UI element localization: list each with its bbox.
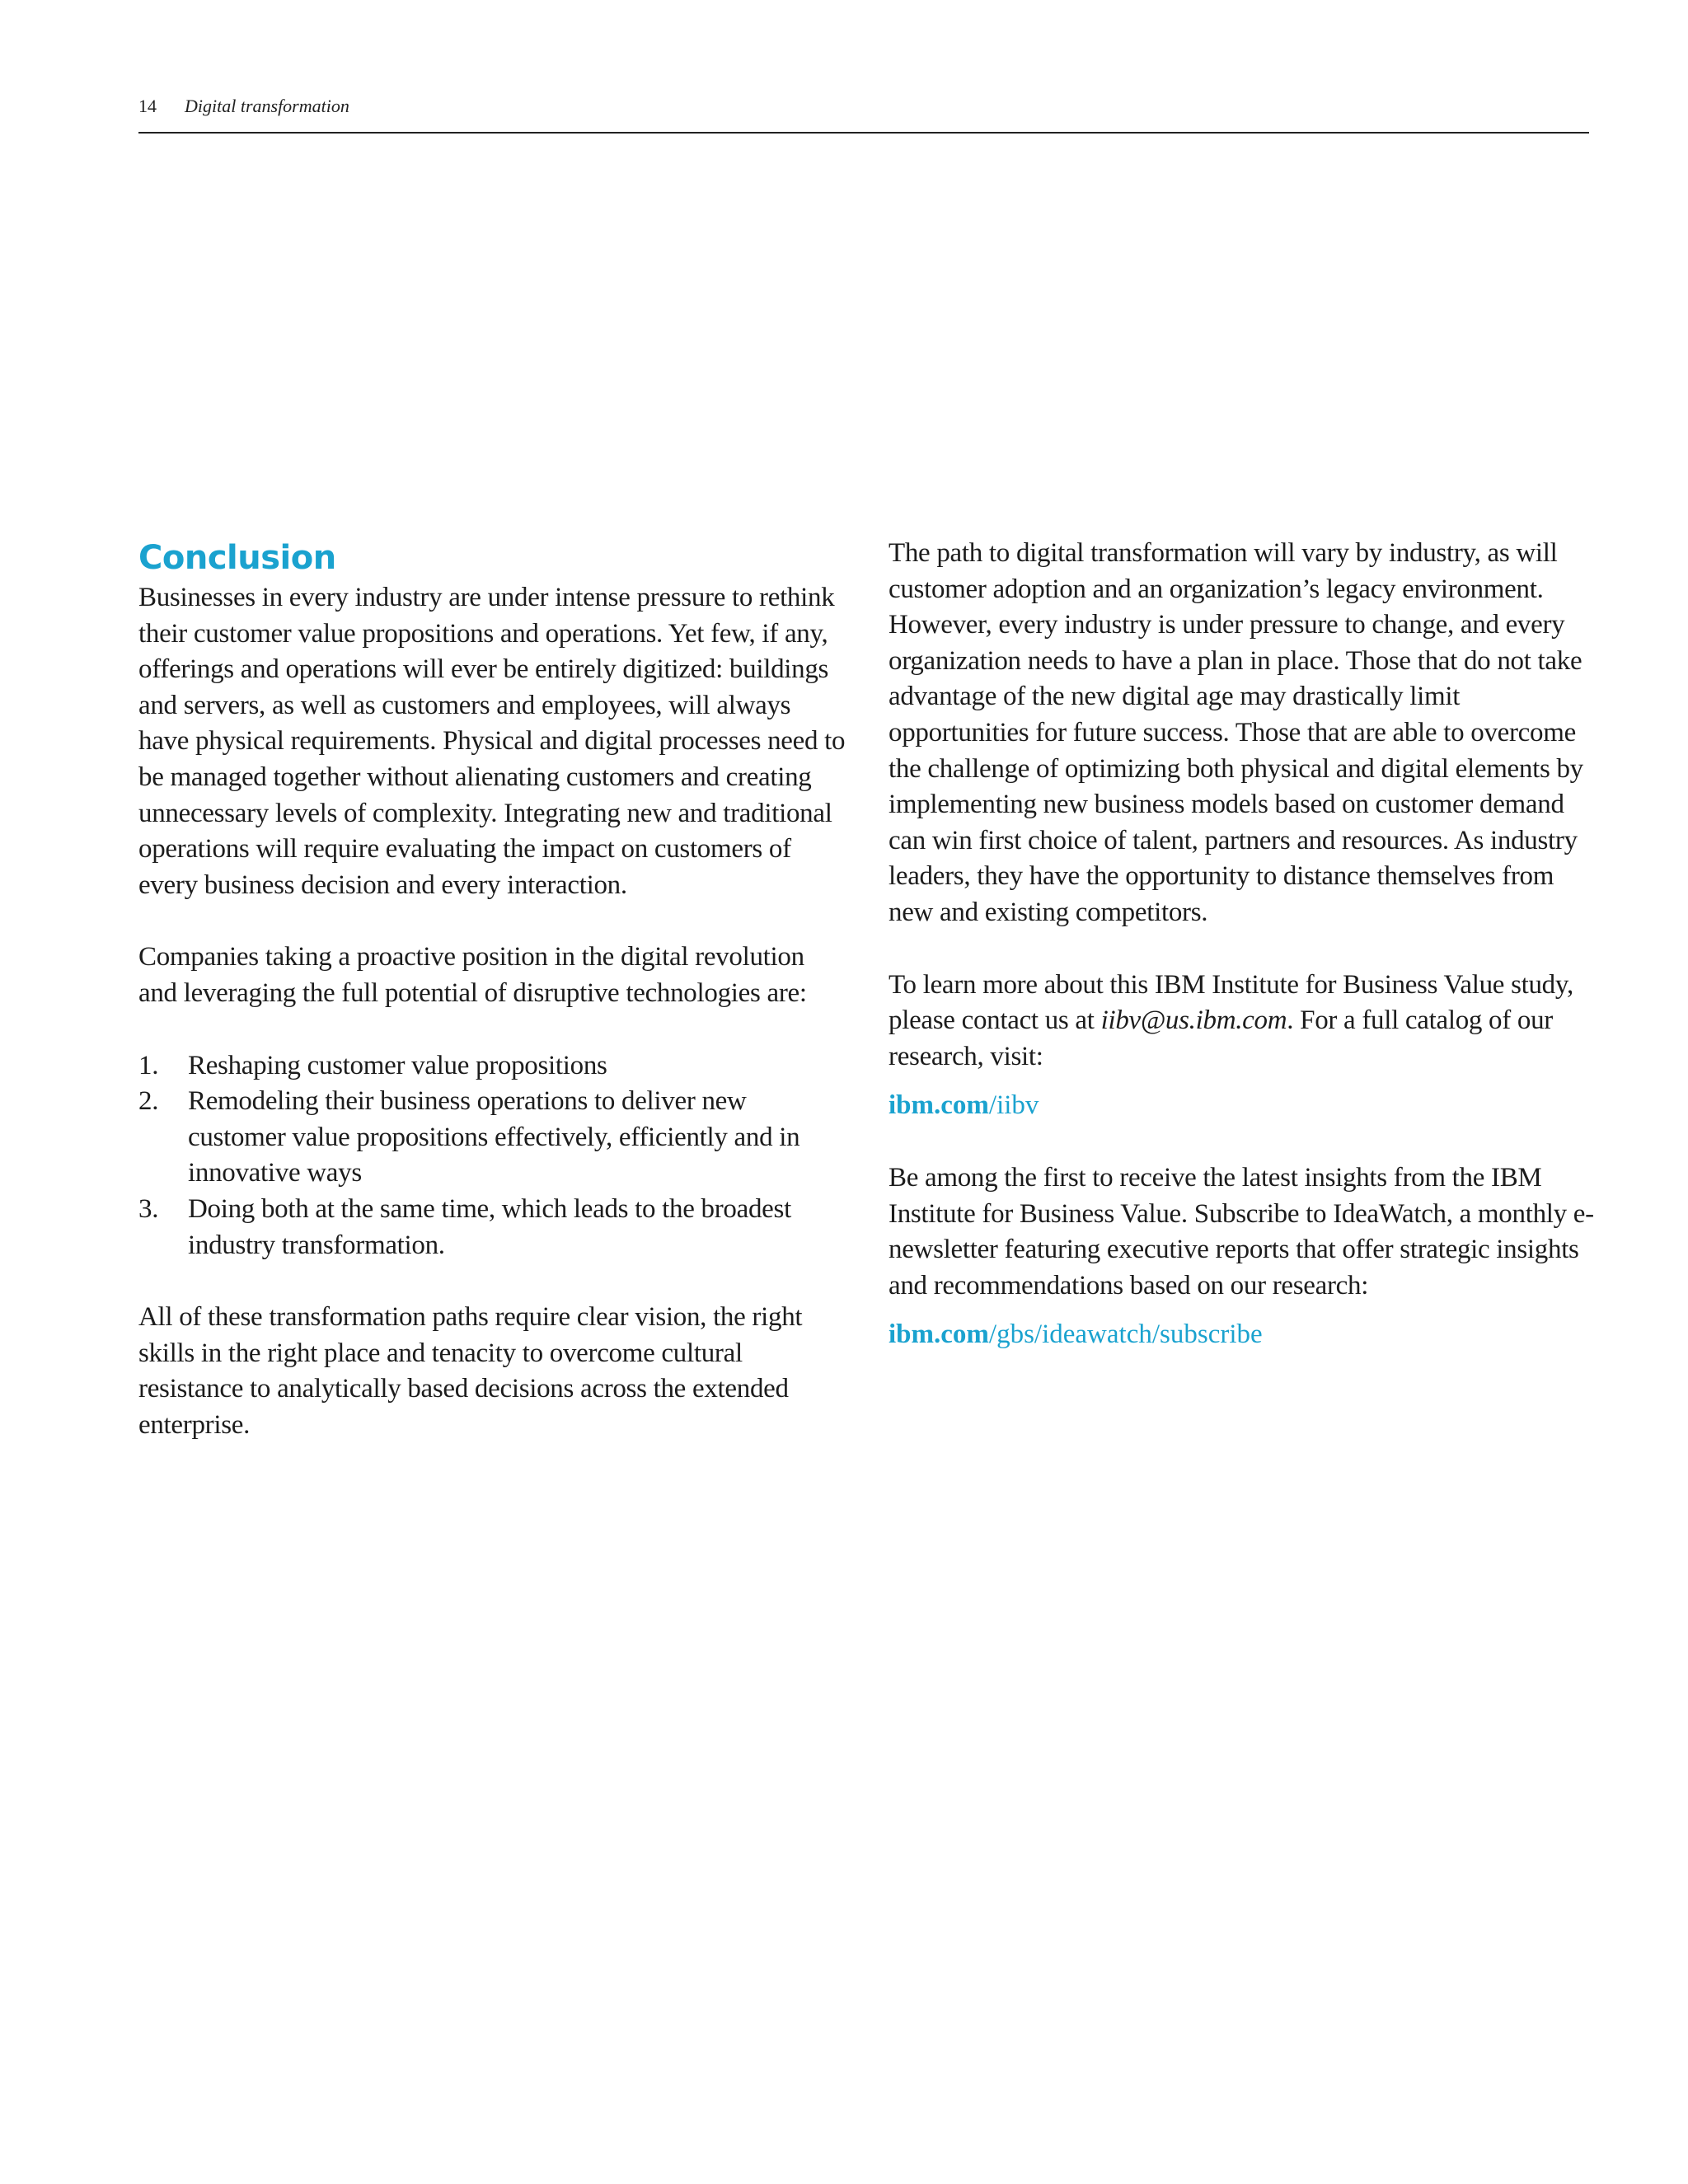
intro-paragraph: Businesses in every industry are under intense pressure to rethink their customer value propositions and operations. Yet few, if any, offerings and operations will ever be entirely digitized: buildings and servers, as well as customers and employees, will always have physical requirements. Physical and digital processes need to be managed together without alienating customers and creating unnecessary levels of complexity. Integrating new and traditional operations will require evaluating the impact on customers of every business decision and every interaction. xyxy=(138,583,846,900)
companies-paragraph: Companies taking a proactive position in the digital revolution and leveraging the full potential of disruptive technologies are: xyxy=(138,942,807,1008)
ideawatch-link[interactable] xyxy=(889,1317,1597,1353)
list-item xyxy=(138,1192,847,1263)
left-column xyxy=(138,536,847,1479)
contact-text-end: . For a full catalog of our research, visit: xyxy=(889,1005,1553,1071)
list-number: 1. xyxy=(138,1050,159,1080)
running-header xyxy=(138,92,1589,134)
list-number: 3. xyxy=(138,1193,159,1224)
contact-email[interactable]: iibv@us.ibm.com xyxy=(1100,1005,1287,1036)
paths-paragraph: All of these transformation paths require clear vision, the right skills in the right place and tenacity to overcome cultural resistance to analytically based decisions across the extended enterprise. xyxy=(138,1302,803,1440)
list-number: 2. xyxy=(138,1086,159,1117)
section-title: Digital transformation xyxy=(185,96,349,116)
list-text: Doing both at the same time, which leads to the broadest industry transformation. xyxy=(188,1193,791,1260)
contact-paragraph xyxy=(889,968,1597,1076)
iibv-link[interactable] xyxy=(889,1088,1597,1124)
link-domain[interactable]: ibm.com xyxy=(889,1319,989,1350)
list-text: Reshaping customer value propositions xyxy=(188,1050,607,1080)
list-item xyxy=(138,1084,847,1192)
page-number: 14 xyxy=(138,96,157,116)
right-column xyxy=(889,536,1597,1390)
subscribe-paragraph: Be among the first to receive the latest insights from the IBM Institute for Business Value. Subscribe to IdeaWatch, a monthly e-newsletter featuring executive reports that offer strategic insights and recommendations based on our research: xyxy=(889,1162,1594,1301)
link-path[interactable]: /iibv xyxy=(988,1090,1039,1121)
list-text: Remodeling their business operations to deliver new customer value propositions effectively, efficiently and in innovative ways xyxy=(188,1086,800,1188)
link-domain[interactable]: ibm.com xyxy=(889,1090,989,1121)
contact-text: To learn more about this IBM Institute for Business Value study, please contact us at xyxy=(889,969,1573,1036)
link-path[interactable]: /gbs/ideawatch/subscribe xyxy=(988,1319,1263,1350)
list-item xyxy=(138,1048,847,1085)
conclusion-heading: Conclusion xyxy=(138,539,336,577)
transformation-list xyxy=(138,1048,847,1264)
path-paragraph: The path to digital transformation will vary by industry, as will customer adoption and an organization’s legacy environment. However, every industry is under pressure to change, and every organization needs to have a plan in place. Those that do not take advantage of the new digital age may drastically limit opportunities for future success. Those that are able to overcome the challenge of optimizing both physical and digital elements by implementing new business models based on customer demand can win first choice of talent, partners and resources. As industry leaders, they have the opportunity to distance themselves from new and existing competitors. xyxy=(889,538,1583,927)
